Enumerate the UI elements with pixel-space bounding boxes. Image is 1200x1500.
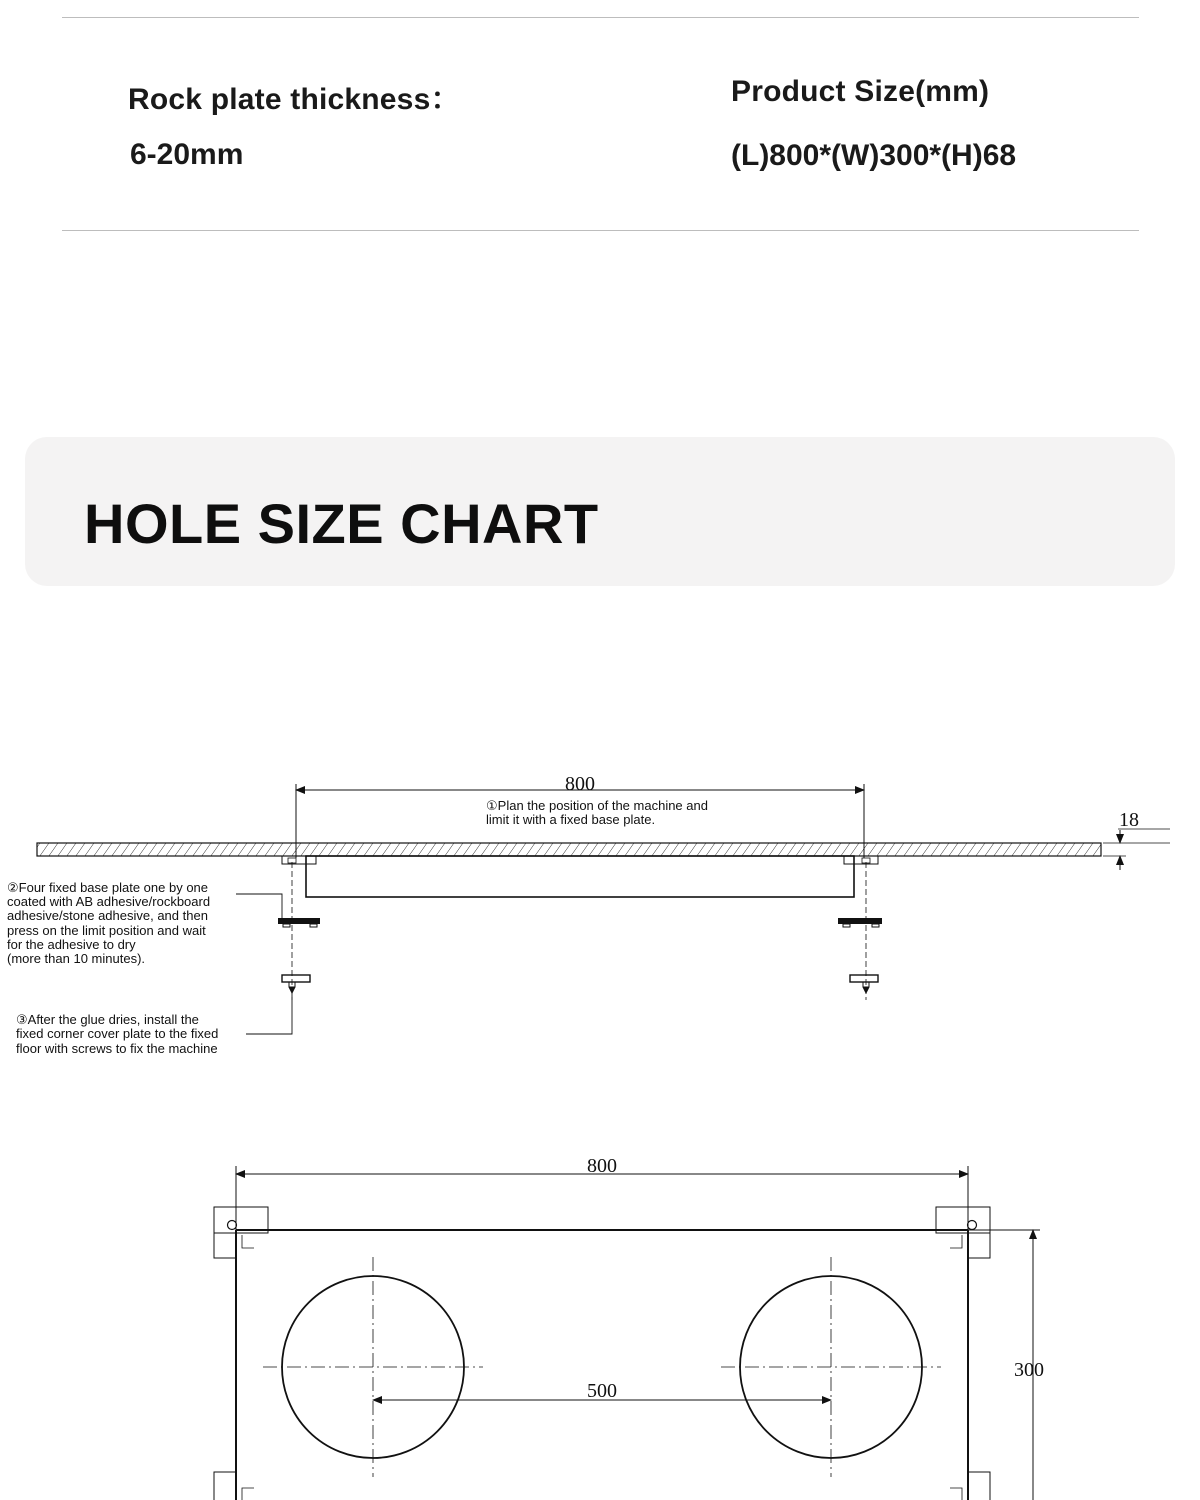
top-length-label: 800 — [587, 1155, 617, 1177]
side-view-diagram — [0, 760, 1200, 1070]
size-value: (L)800*(W)300*(H)68 — [731, 139, 1017, 172]
cover-plate-right — [850, 975, 878, 982]
thickness-value: 6-20mm — [130, 138, 244, 171]
base-plate-right — [838, 918, 882, 924]
section-title: HOLE SIZE CHART — [84, 492, 599, 555]
note-1: ①Plan the position of the machine and limit it with a fixed base plate. — [486, 798, 708, 827]
top-width-label: 300 — [1014, 1359, 1044, 1381]
machine-body — [306, 856, 854, 897]
side-length-label: 800 — [565, 773, 595, 795]
top-divider — [62, 17, 1139, 18]
section-banner — [25, 437, 1175, 586]
size-label: Product Size(mm) — [731, 75, 990, 108]
hole-spacing-label: 500 — [587, 1380, 617, 1402]
note-2: ②Four fixed base plate one by one coated with AB adhesive/rockboard adhesive/stone adhesive, and then press on the limit position and wait for the adhesive to dry (more than 10 minutes). — [7, 880, 211, 966]
thickness-dimension-label: 18 — [1119, 809, 1139, 831]
cover-plate-left — [282, 975, 310, 982]
thickness-label: Rock plate thickness： — [128, 83, 461, 116]
rock-plate — [37, 843, 1101, 856]
note-3: ③After the glue dries, install the fixed corner cover plate to the fixed floor with screws to fix the machine — [16, 1012, 219, 1056]
corner-bracket-bottom-left — [214, 1472, 236, 1500]
bottom-divider — [62, 230, 1139, 231]
corner-bracket-bottom-right — [968, 1472, 990, 1500]
top-view-diagram — [0, 1140, 1200, 1500]
base-plate-left — [278, 918, 320, 924]
